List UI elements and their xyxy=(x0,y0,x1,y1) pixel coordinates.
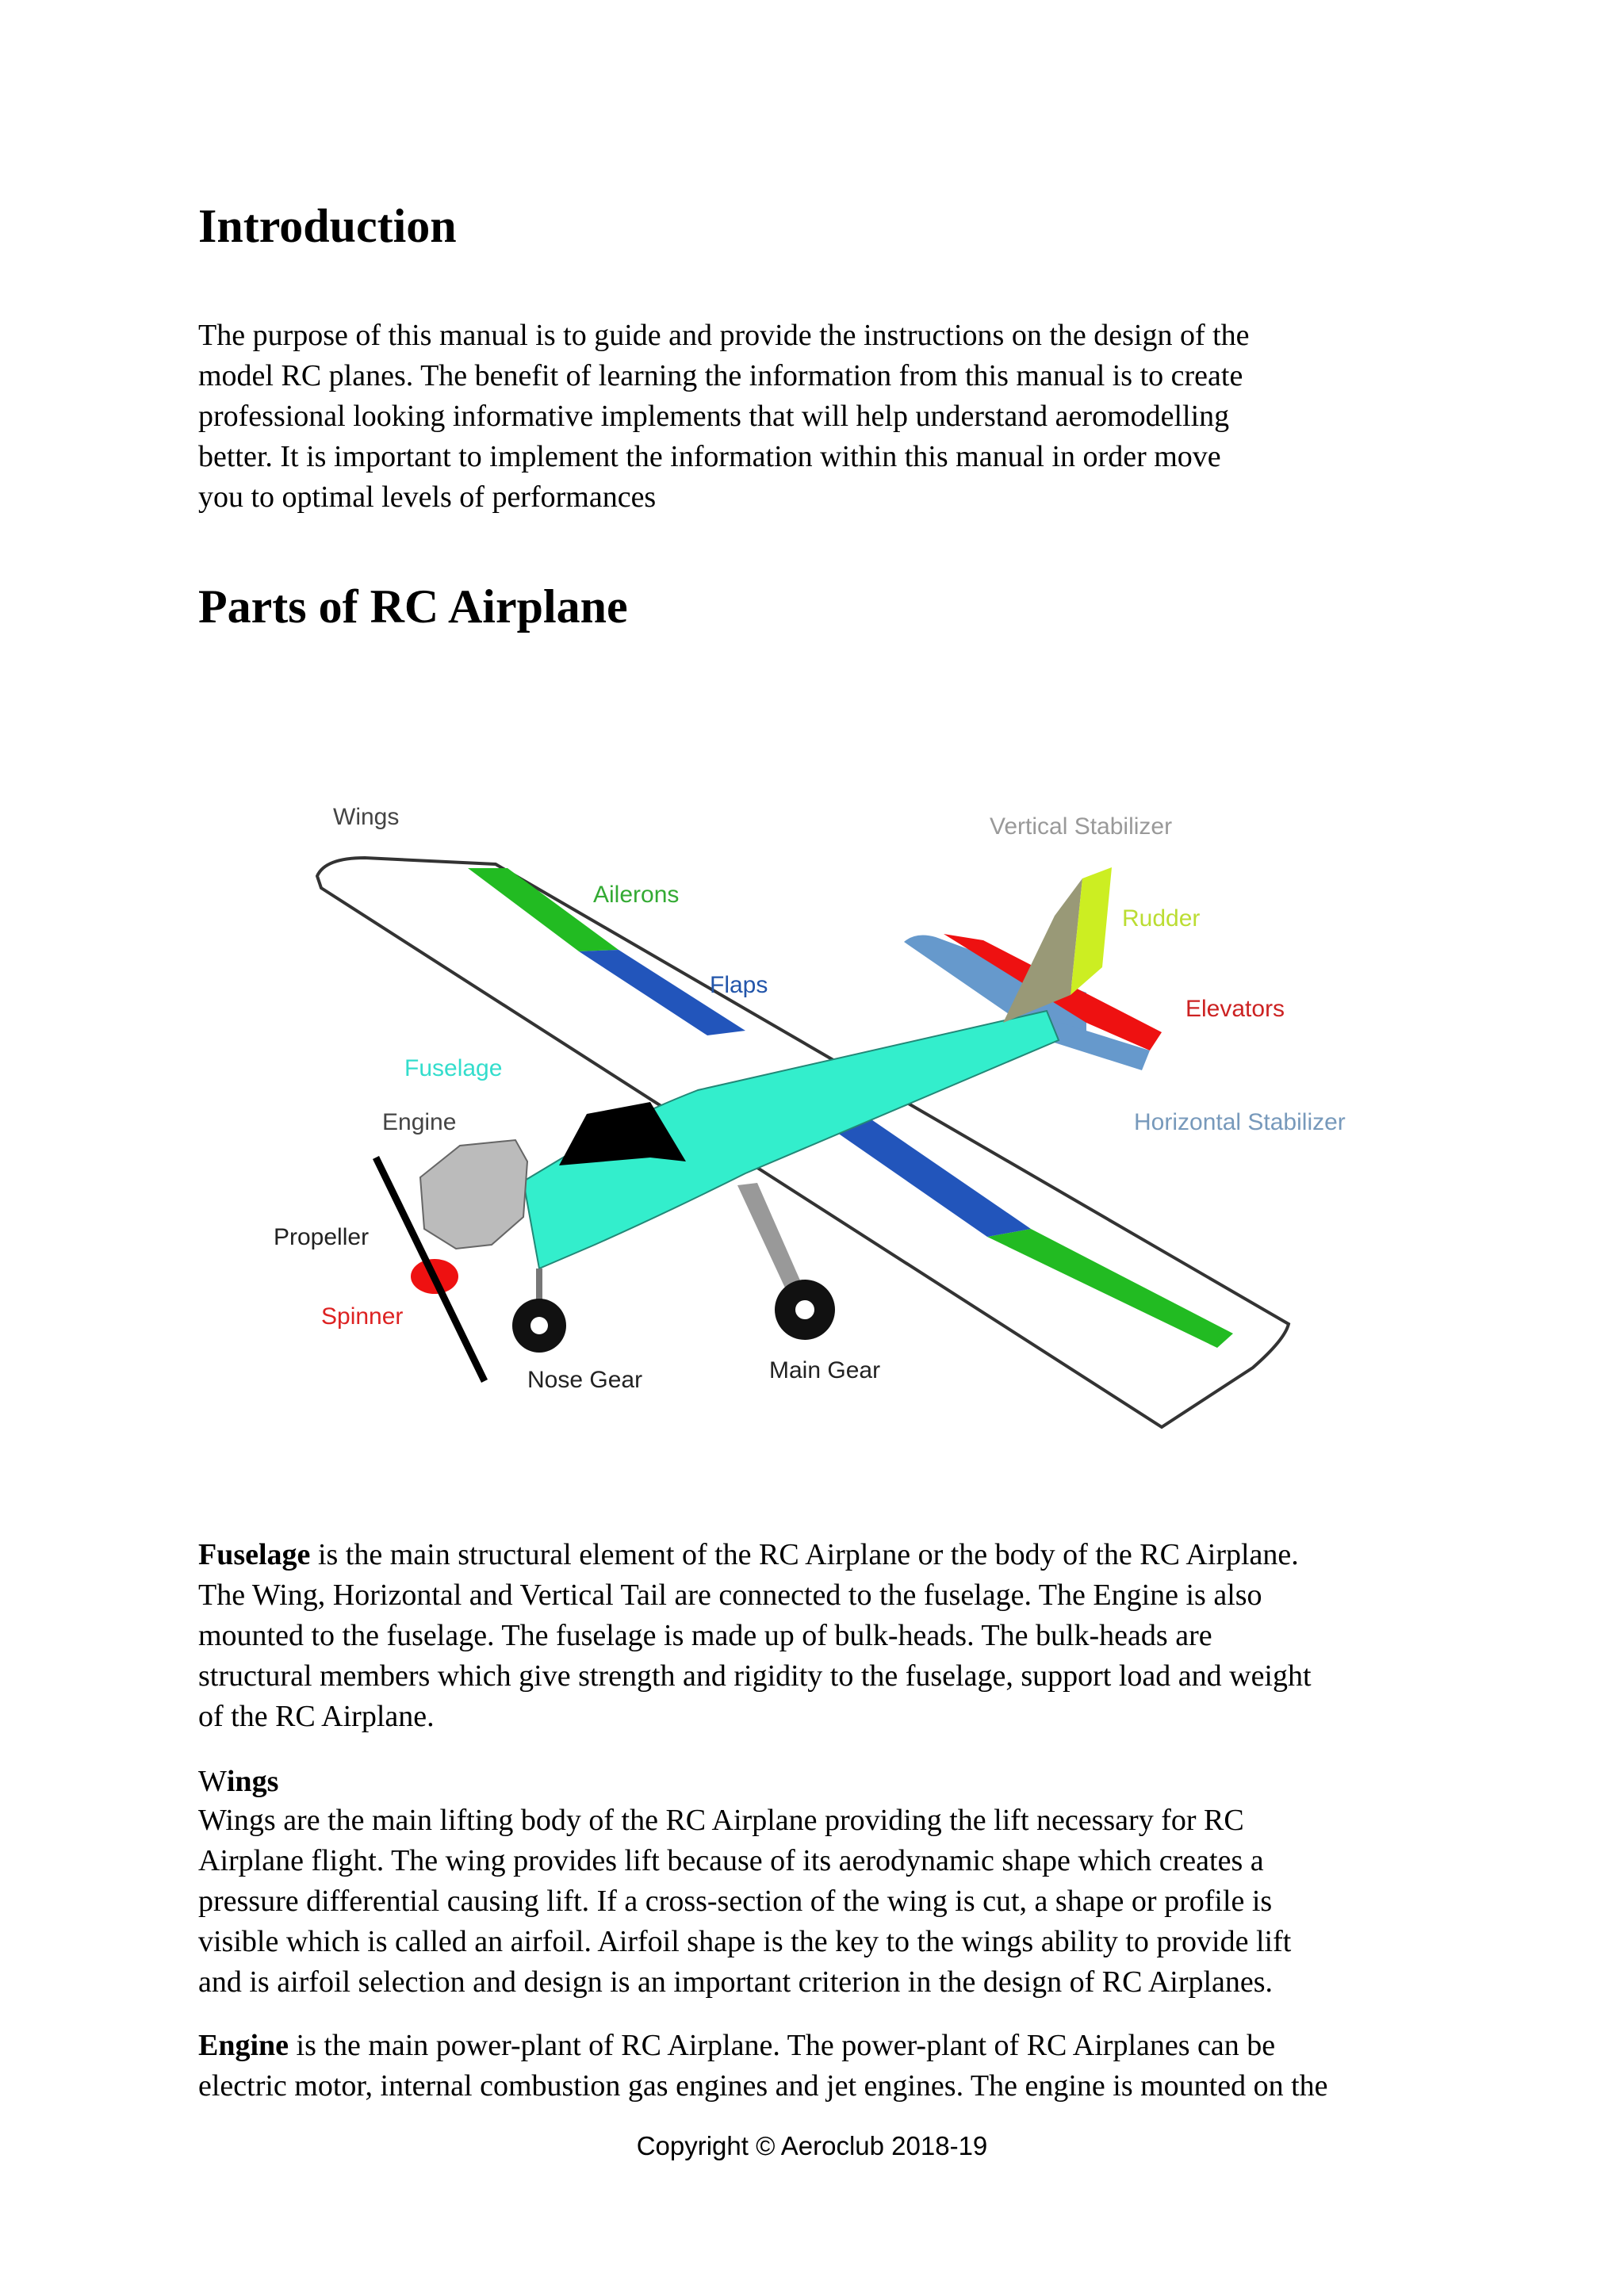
introduction-heading: Introduction xyxy=(198,200,457,252)
introduction-paragraph: The purpose of this manual is to guide and provide the instructions on the design of the model RC planes. The benefit of learning the information from this manual is to create professional looking informative implements that will help understand aeromodelling better. It is important to implement the information within this manual in order move you to optimal levels of performances xyxy=(198,319,1250,514)
main-gear-hub xyxy=(795,1300,814,1319)
label-wings: Wings xyxy=(333,804,400,830)
wings-paragraph: Wings are the main lifting body of the RC Airplane providing the lift necessary for RC Airplane flight. The wing provides lift because of its aerodynamic shape which creates a pressure differential causing lift. If a cross-section of the wing is cut, a shape or profile is visible which is called an airfoil. Airfoil shape is the key to the wings ability to provide lift and is airfoil selection and design is an important criterion in the design of RC Airplanes. xyxy=(198,1804,1292,1999)
wings-term-bold: ings xyxy=(226,1765,279,1798)
engine-term: Engine xyxy=(198,2029,289,2062)
engine-paragraph xyxy=(198,2026,1483,2107)
fuselage-paragraph xyxy=(198,1535,1467,1737)
label-engine: Engine xyxy=(382,1109,457,1135)
label-elevators: Elevators xyxy=(1185,996,1285,1022)
label-fuselage: Fuselage xyxy=(404,1055,503,1081)
label-nose-gear: Nose Gear xyxy=(527,1367,643,1393)
wings-heading xyxy=(198,1762,278,1802)
engine-body xyxy=(420,1140,527,1249)
label-propeller: Propeller xyxy=(274,1224,370,1250)
label-horizontal-stabilizer: Horizontal Stabilizer xyxy=(1134,1109,1346,1135)
copyright-footer: Copyright © Aeroclub 2018-19 xyxy=(636,2131,988,2160)
label-spinner: Spinner xyxy=(321,1303,404,1330)
nose-gear-hub xyxy=(530,1317,548,1334)
fuselage-text: is the main structural element of the RC Airplane or the body of the RC Airplane. The Wing, Horizontal and Vertical Tail are connected to the fuselage. The Engine is also mounted to the fuselage. The fuselage is made up of bulk-heads. The bulk-heads are structural members which give strength and rigidity to the fuselage, support load and weight of the RC Airplane. xyxy=(198,1538,1312,1733)
label-flaps: Flaps xyxy=(710,972,768,998)
fuselage-term: Fuselage xyxy=(198,1538,311,1571)
label-ailerons: Ailerons xyxy=(593,882,680,908)
wings-term-plain: W xyxy=(198,1765,227,1798)
airplane-parts-diagram xyxy=(254,785,1364,1467)
parts-heading: Parts of RC Airplane xyxy=(198,580,628,633)
engine-text: is the main power-plant of RC Airplane. The power-plant of RC Airplanes can be electric motor, internal combustion gas engines and jet engines. The engine is mounted on the xyxy=(198,2029,1328,2103)
label-rudder: Rudder xyxy=(1122,905,1201,932)
label-vertical-stabilizer: Vertical Stabilizer xyxy=(990,813,1173,840)
label-main-gear: Main Gear xyxy=(769,1357,881,1383)
